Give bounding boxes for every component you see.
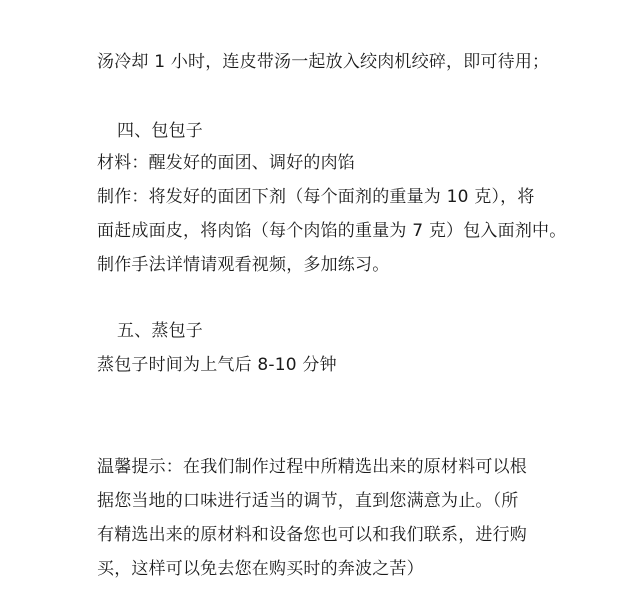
section4-heading: 四、包包子 xyxy=(117,121,203,141)
tip-line: 有精选出来的原材料和设备您也可以和我们联系，进行购 xyxy=(97,525,527,545)
section4-method-line: 制作手法详情请观看视频，多加练习。 xyxy=(97,255,390,275)
tip-line: 买，这样可以免去您在购买时的奔波之苦） xyxy=(97,559,424,579)
step3-tail-text: 汤冷却 1 小时，连皮带汤一起放入绞肉机绞碎，即可待用； xyxy=(97,52,550,72)
section4-method-line: 制作：将发好的面团下剂（每个面剂的重量为 10 克），将 xyxy=(97,187,535,207)
section5-text: 蒸包子时间为上气后 8-10 分钟 xyxy=(97,355,337,375)
section5-heading: 五、蒸包子 xyxy=(117,321,203,341)
section4-materials: 材料：醒发好的面团、调好的肉馅 xyxy=(97,153,355,173)
tip-line: 温馨提示：在我们制作过程中所精选出来的原材料可以根 xyxy=(97,457,527,477)
tip-line: 据您当地的口味进行适当的调节，直到您满意为止。（所 xyxy=(97,491,519,511)
section4-method-line: 面赶成面皮，将肉馅（每个肉馅的重量为 7 克）包入面剂中。 xyxy=(97,221,567,241)
